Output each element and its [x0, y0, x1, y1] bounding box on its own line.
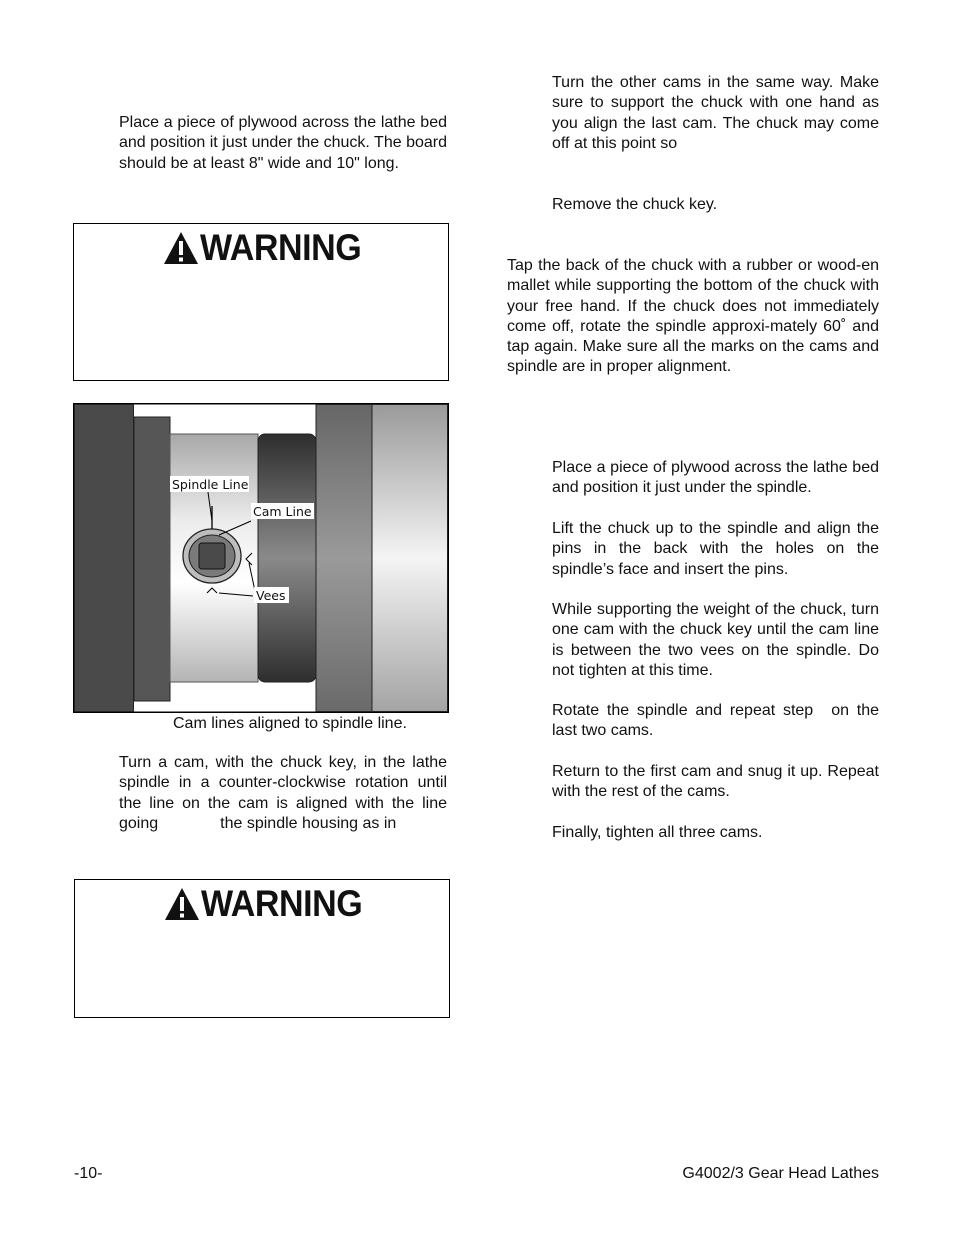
- warning-box-1: [73, 223, 449, 381]
- install-plywood-paragraph: Place a piece of plywood across the lathe bed and position it just under the spindle.: [552, 459, 879, 497]
- intro-paragraph: Place a piece of plywood across the lathe bed and position it just under the chuck. The board should be at least 8" wide and 10" long.: [119, 114, 447, 172]
- vees-label: Vees: [256, 588, 286, 603]
- figure-caption: Cam lines aligned to spindle line.: [173, 715, 407, 732]
- spindle-line-label: Spindle Line: [172, 477, 249, 492]
- turn-cam-paragraph: [119, 753, 447, 834]
- rotate-spindle-paragraph: [552, 701, 879, 742]
- warning-title-1: WARNING: [200, 227, 362, 268]
- support-chuck-paragraph: While supporting the weight of the chuck, turn one cam with the chuck key until the cam line is between the two vees on the spindle. Do not tighten at this time.: [552, 601, 879, 679]
- warning-header-1: [162, 226, 375, 270]
- cam-line-label: Cam Line: [253, 504, 312, 519]
- remove-key-paragraph: Remove the chuck key.: [552, 196, 718, 213]
- page-number: -10-: [74, 1165, 103, 1182]
- tighten-cams-paragraph: Finally, tighten all three cams.: [552, 824, 763, 841]
- rotate-text-part1: Rotate the spindle and repeat step: [552, 702, 814, 719]
- other-cams-paragraph: Turn the other cams in the same way. Make sure to support the chuck with one hand as you align the last cam. The chuck may come off at this point so: [552, 74, 879, 152]
- warning-box-2: [74, 879, 450, 1018]
- warning-triangle-icon: [163, 886, 201, 922]
- warning-triangle-icon: [162, 230, 200, 266]
- warning-header-2: [163, 882, 376, 926]
- cam-alignment-figure: [73, 403, 449, 713]
- lift-chuck-paragraph: Lift the chuck up to the spindle and align the pins in the back with the holes on the spindle’s face and insert the pins.: [552, 520, 879, 578]
- warning-title-2: WARNING: [201, 883, 363, 924]
- rotate-text-part2: on the last two cams.: [552, 702, 880, 740]
- turn-cam-text-part2: the spindle housing as in: [220, 814, 397, 832]
- turn-cam-text-part1: Turn a cam, with the chuck key, in the lathe spindle in a counter-clockwise rotation until the line on the cam is aligned with the line going: [119, 754, 447, 832]
- return-cam-paragraph: Return to the first cam and snug it up. Repeat with the rest of the cams.: [552, 763, 879, 801]
- tap-chuck-paragraph: Tap the back of the chuck with a rubber or wood-en mallet while supporting the bottom of the chuck with your free hand. If the chuck does not immediately come off, rotate the spindle approxi-mately 60˚ and tap again. Make sure all the marks on the cams and spindle are in proper alignment.: [507, 257, 879, 376]
- chuck-illustration: [73, 403, 449, 713]
- manual-title: G4002/3 Gear Head Lathes: [682, 1165, 879, 1182]
